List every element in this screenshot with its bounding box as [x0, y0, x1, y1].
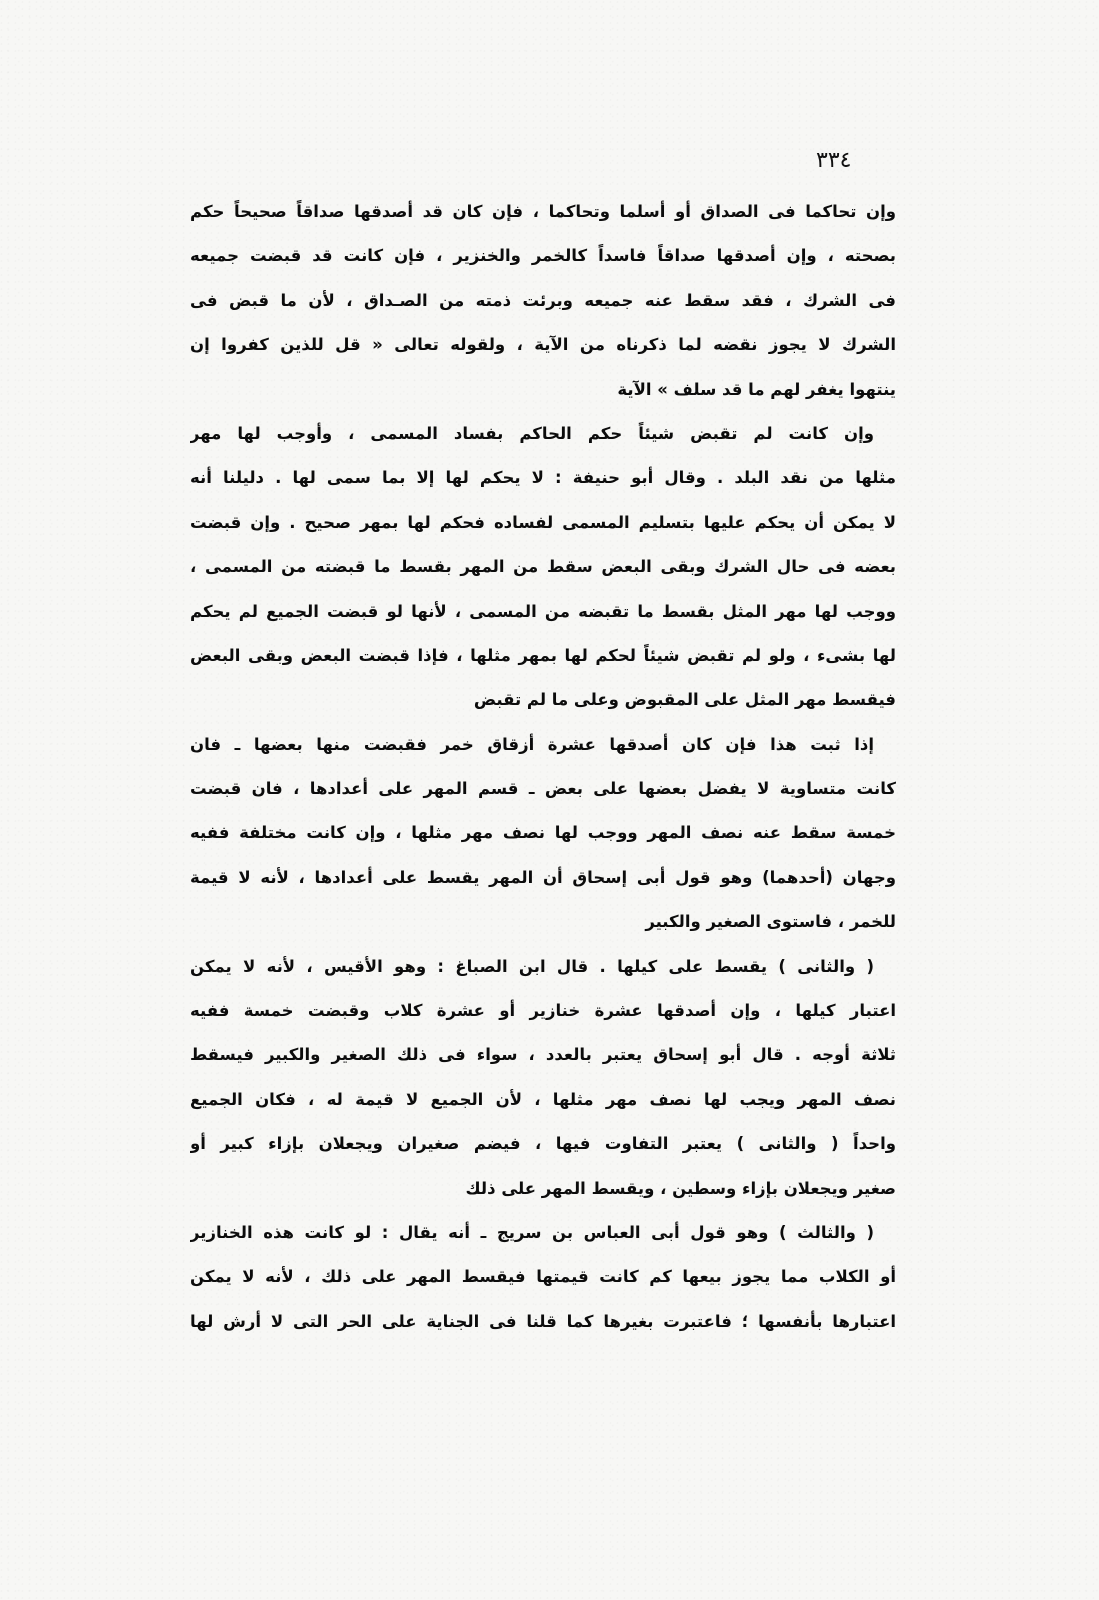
- text-line: للخمر ، فاستوى الصغير والكبير: [645, 912, 896, 932]
- text-line: ( والثانى ) يقسط على كيلها . قال ابن الصباغ : وهو الأقيس ، لأنه لا يمكن: [190, 956, 874, 976]
- text-line: أو الكلاب مما يجوز بيعها كم كانت قيمتها فيقسط المهر على ذلك ، لأنه لا يمكن: [190, 1267, 896, 1287]
- text-line: وإن تحاكما فى الصداق أو أسلما وتحاكما ، فإن كان قد أصدقها صداقاً صحيحاً حكم: [190, 202, 896, 221]
- text-line: ينتهوا يغفر لهم ما قد سلف » الآية: [617, 379, 896, 399]
- text-line: اعتبارها بأنفسها ؛ فاعتبرت بغيرها كما قلنا فى الجناية على الحر التى لا أرش لها: [190, 1311, 896, 1331]
- text-line: وإن كانت لم تقبض شيئاً حكم الحاكم بفساد المسمى ، وأوجب لها مهر: [190, 423, 874, 443]
- text-line: فى الشرك ، فقد سقط عنه جميعه وبرئت ذمته من الصـداق ، لأن ما قبض فى: [190, 290, 896, 310]
- text-line: الشرك لا يجوز نقضه لما ذكرناه من الآية ، ولقوله تعالى « قل للذين كفروا إن: [190, 335, 896, 355]
- text-line: فيقسط مهر المثل على المقبوض وعلى ما لم تقبض: [473, 690, 896, 710]
- text-line: لا يمكن أن يحكم عليها بتسليم المسمى لفساده فحكم لها بمهر صحيح . وإن قبضت: [190, 512, 896, 532]
- text-line: ووجب لها مهر المثل بقسط ما تقبضه من المسمى ، لأنها لو قبضت الجميع لم يحكم: [190, 601, 896, 621]
- text-line: خمسة سقط عنه نصف المهر ووجب لها نصف مهر مثلها ، وإن كانت مختلفة ففيه: [190, 823, 896, 843]
- text-line: كانت متساوية لا يفضل بعضها على بعض ـ قسم المهر على أعدادها ، فان قبضت: [190, 779, 896, 799]
- text-line: ( والثالث ) وهو قول أبى العباس بن سريج ـ أنه يقال : لو كانت هذه الخنازير: [190, 1222, 874, 1242]
- text-line: اعتبار كيلها ، وإن أصدقها عشرة خنازير أو عشرة كلاب وقبضت خمسة ففيه: [190, 1001, 896, 1021]
- text-line: لها بشىء ، ولو لم تقبض شيئاً لحكم لها بمهر مثلها ، فإذا قبضت البعض وبقى البعض: [190, 645, 896, 665]
- page-number: ٣٣٤: [816, 148, 852, 173]
- body-text: [190, 190, 896, 1344]
- text-line: وجهان (أحدهما) وهو قول أبى إسحاق أن المهر يقسط على أعدادها ، لأنه لا قيمة: [190, 867, 896, 887]
- text-line: ثلاثة أوجه . قال أبو إسحاق يعتبر بالعدد ، سواء فى ذلك الصغير والكبير فيسقط: [190, 1045, 896, 1065]
- text-line: واحداً ( والثانى ) يعتبر التفاوت فيها ، فيضم صغيران ويجعلان بإزاء كبير أو: [190, 1134, 896, 1154]
- text-line: إذا ثبت هذا فإن كان أصدقها عشرة أزقاق خمر فقبضت منها بعضها ـ فان: [190, 734, 874, 754]
- text-line: بصحته ، وإن أصدقها صداقاً فاسداً كالخمر والخنزير ، فإن كانت قد قبضت جميعه: [190, 246, 896, 266]
- text-line: مثلها من نقد البلد . وقال أبو حنيفة : لا يحكم لها إلا بما سمى لها . دليلنا أنه: [190, 468, 896, 488]
- text-line: نصف المهر ويجب لها نصف مهر مثلها ، لأن الجميع لا قيمة له ، فكان الجميع: [190, 1089, 896, 1109]
- text-line: بعضه فى حال الشرك وبقى البعض سقط من المهر بقسط ما قبضته من المسمى ،: [190, 557, 896, 577]
- text-line: صغير ويجعلان بإزاء وسطين ، ويقسط المهر على ذلك: [465, 1178, 896, 1198]
